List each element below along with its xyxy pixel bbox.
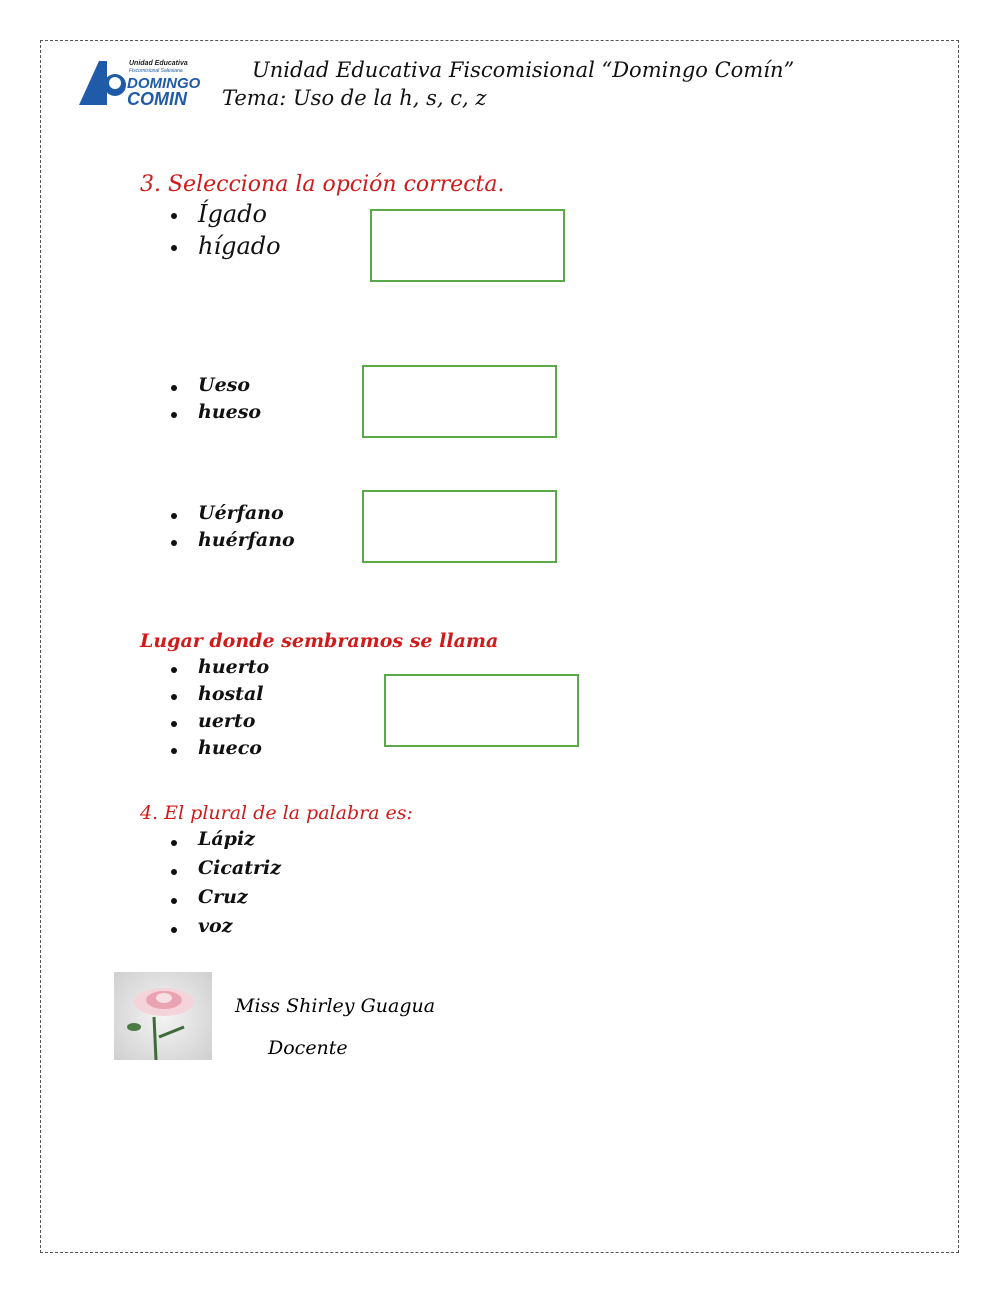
word: voz: [168, 915, 281, 944]
word: Lápiz: [168, 828, 281, 857]
option: uerto: [168, 710, 269, 737]
option: hígado: [168, 232, 281, 264]
option: huerto: [168, 656, 269, 683]
answer-box-3[interactable]: [362, 490, 557, 563]
answer-box-1[interactable]: [370, 209, 565, 282]
option-list-4: [168, 656, 269, 764]
word: Cicatriz: [168, 857, 281, 886]
option-list-1: [168, 200, 281, 264]
topic: Tema: Uso de la h, s, c, z: [222, 86, 487, 110]
option: huérfano: [168, 529, 295, 556]
teacher-name: Miss Shirley Guagua: [235, 995, 436, 1017]
question-3-title: 3. Selecciona la opción correcta.: [140, 172, 505, 197]
option: Uérfano: [168, 502, 295, 529]
option: Ueso: [168, 374, 261, 401]
option: hostal: [168, 683, 269, 710]
answer-box-4[interactable]: [384, 674, 579, 747]
word: Cruz: [168, 886, 281, 915]
option: hueso: [168, 401, 261, 428]
option: Ígado: [168, 200, 281, 232]
word-list: [168, 828, 281, 944]
school-logo: [77, 57, 202, 109]
svg-text:Fiscomisional Salesiana: Fiscomisional Salesiana: [129, 68, 183, 74]
svg-text:DOMINGO: DOMINGO: [127, 75, 201, 92]
option-list-2: [168, 374, 261, 428]
answer-box-2[interactable]: [362, 365, 557, 438]
svg-text:Unidad Educativa: Unidad Educativa: [129, 60, 188, 67]
option-list-3: [168, 502, 295, 556]
question-prompt: Lugar donde sembramos se llama: [140, 630, 499, 652]
carnation-image: [114, 972, 212, 1060]
option: hueco: [168, 737, 269, 764]
question-4-title: 4. El plural de la palabra es:: [140, 802, 413, 824]
svg-text:COMIN: COMIN: [127, 89, 187, 109]
teacher-role: Docente: [268, 1037, 348, 1059]
school-name: Unidad Educativa Fiscomisional “Domingo Comín”: [252, 58, 795, 82]
